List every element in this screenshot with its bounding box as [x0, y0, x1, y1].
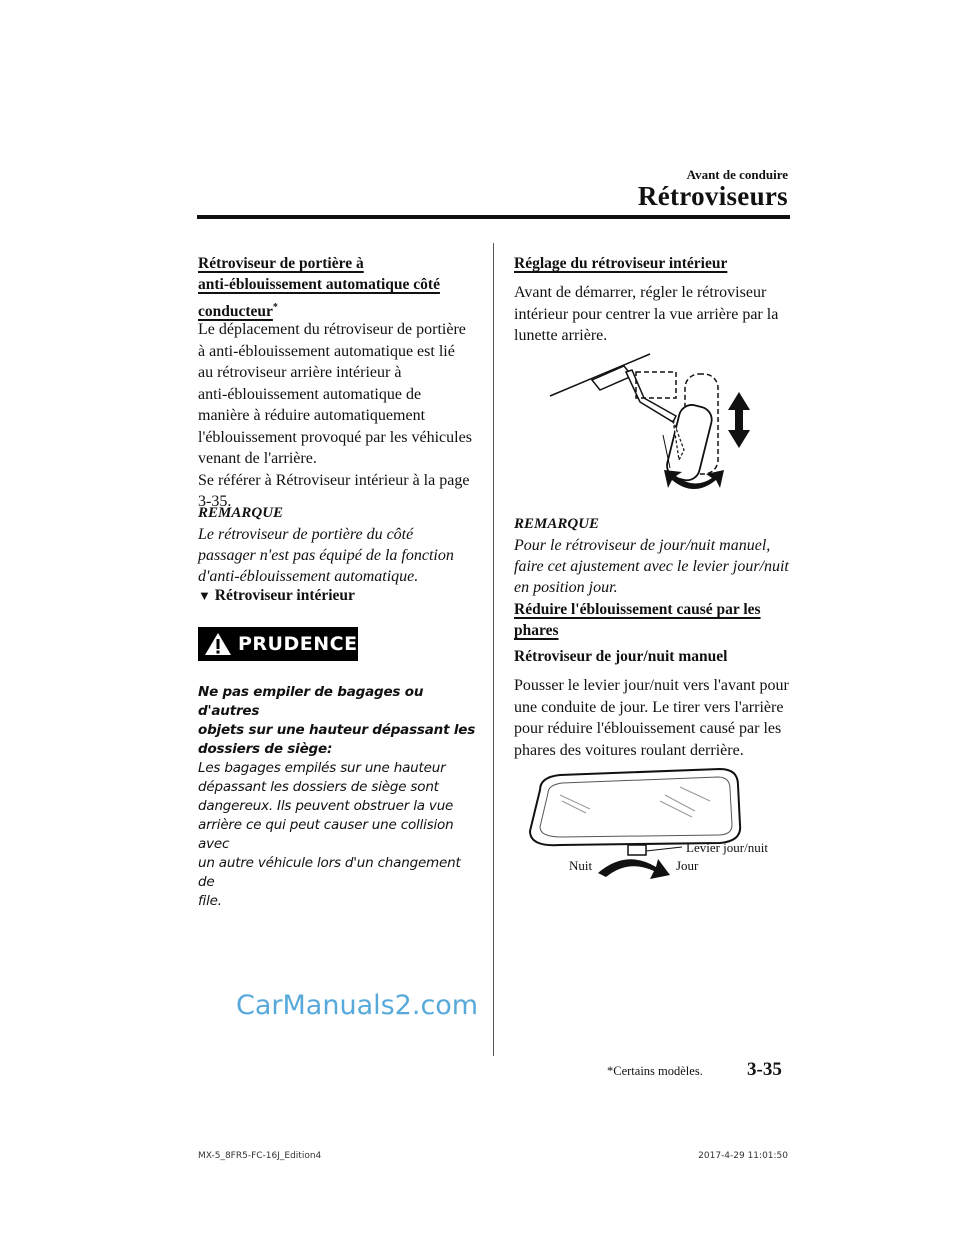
night-label: Nuit — [569, 858, 593, 873]
warning-icon — [204, 631, 232, 657]
body-line: Le déplacement du rétroviseur de portière — [198, 321, 466, 338]
caution-bold-line: objets sur une hauteur dépassant les — [198, 722, 476, 738]
body-line: lunette arrière. — [514, 327, 608, 344]
right-heading-1-text: Réglage du rétroviseur intérieur — [514, 255, 728, 272]
body-line: intérieur pour centrer la vue arrière par la — [514, 305, 779, 323]
body-line: au rétroviseur arrière intérieur à — [198, 364, 402, 381]
right-body-1 — [514, 282, 799, 347]
caution-bold-line: dossiers de siège: — [198, 741, 333, 757]
body-line: pour réduire l'éblouissement causé par les — [514, 720, 782, 737]
watermark: CarManuals2.com — [236, 990, 479, 1021]
mirror-adjust-figure — [548, 350, 758, 500]
subsection-title — [198, 587, 355, 605]
left-heading-line: Rétroviseur de portière à — [198, 255, 364, 272]
caution-line: un autre véhicule lors d'un changement de — [198, 855, 461, 890]
right-heading-line: Réduire l'éblouissement causé par les — [514, 601, 761, 618]
body-line: manière à réduire automatiquement — [198, 407, 426, 424]
triangle-icon: ▼ — [198, 588, 211, 603]
print-timestamp: 2017-4-29 11:01:50 — [698, 1151, 788, 1161]
left-body — [198, 319, 478, 513]
page-number: 3-35 — [747, 1059, 782, 1080]
left-heading-line: anti-éblouissement automatique côté — [198, 276, 440, 293]
note-line: passager n'est pas équipé de la fonction — [198, 547, 454, 564]
caution-line: Les bagages empilés sur une hauteur — [198, 760, 446, 776]
lever-label: Levier jour/nuit — [686, 840, 768, 855]
left-note — [198, 503, 478, 587]
body-line: 3-35. — [198, 493, 232, 510]
body-line: à anti-éblouissement automatique est lié — [198, 342, 455, 360]
column-divider — [493, 243, 494, 1056]
right-heading-2 — [514, 599, 799, 641]
section-label: Avant de conduire — [686, 167, 788, 182]
body-line: l'éblouissement provoqué par les véhicules — [198, 428, 472, 446]
note-line: faire cet ajustement avec le levier jour/nuit — [514, 558, 789, 575]
header-divider — [197, 215, 790, 219]
right-heading-1 — [514, 253, 727, 274]
right-heading-line: phares — [514, 622, 559, 639]
body-line: phares des voitures roulant derrière. — [514, 741, 744, 759]
models-asterisk: * — [272, 302, 278, 313]
note-line: d'anti-éblouissement automatique. — [198, 568, 419, 585]
body-line: Pousser le levier jour/nuit vers l'avant pour — [514, 677, 789, 694]
caution-text — [198, 683, 476, 911]
day-label: Jour — [676, 858, 699, 873]
right-body-2 — [514, 675, 799, 761]
caution-line: file. — [198, 893, 222, 909]
subsection-title-text: Rétroviseur intérieur — [214, 587, 355, 604]
caution-banner — [198, 627, 358, 661]
document-id: MX-5_8FR5-FC-16J_Edition4 — [198, 1151, 322, 1161]
note-line: Le rétroviseur de portière du côté — [198, 526, 414, 543]
right-subheading: Rétroviseur de jour/nuit manuel — [514, 648, 728, 665]
caution-line: arrière ce qui peut causer une collision avec — [198, 817, 454, 852]
page-title: Rétroviseurs — [637, 181, 788, 211]
caution-label: PRUDENCE — [238, 633, 358, 655]
day-night-mirror-figure — [520, 765, 790, 885]
note-title: REMARQUE — [514, 516, 600, 532]
body-line: une conduite de jour. Le tirer vers l'arrière — [514, 698, 784, 716]
left-heading — [198, 253, 478, 322]
caution-line: dangereux. Ils peuvent obstruer la vue — [198, 798, 454, 814]
right-note — [514, 514, 799, 598]
left-heading-line: conducteur — [198, 303, 273, 321]
body-line: Se référer à Rétroviseur intérieur à la page — [198, 471, 470, 489]
body-line: venant de l'arrière. — [198, 450, 317, 467]
note-line: Pour le rétroviseur de jour/nuit manuel, — [514, 537, 771, 554]
note-title: REMARQUE — [198, 505, 284, 521]
caution-line: dépassant les dossiers de siège sont — [198, 779, 439, 795]
body-line: anti-éblouissement automatique de — [198, 385, 422, 403]
caution-bold-line: Ne pas empiler de bagages ou d'autres — [198, 684, 424, 719]
note-line: en position jour. — [514, 579, 618, 596]
body-line: Avant de démarrer, régler le rétroviseur — [514, 284, 767, 301]
footnote: *Certains modèles. — [607, 1064, 703, 1078]
